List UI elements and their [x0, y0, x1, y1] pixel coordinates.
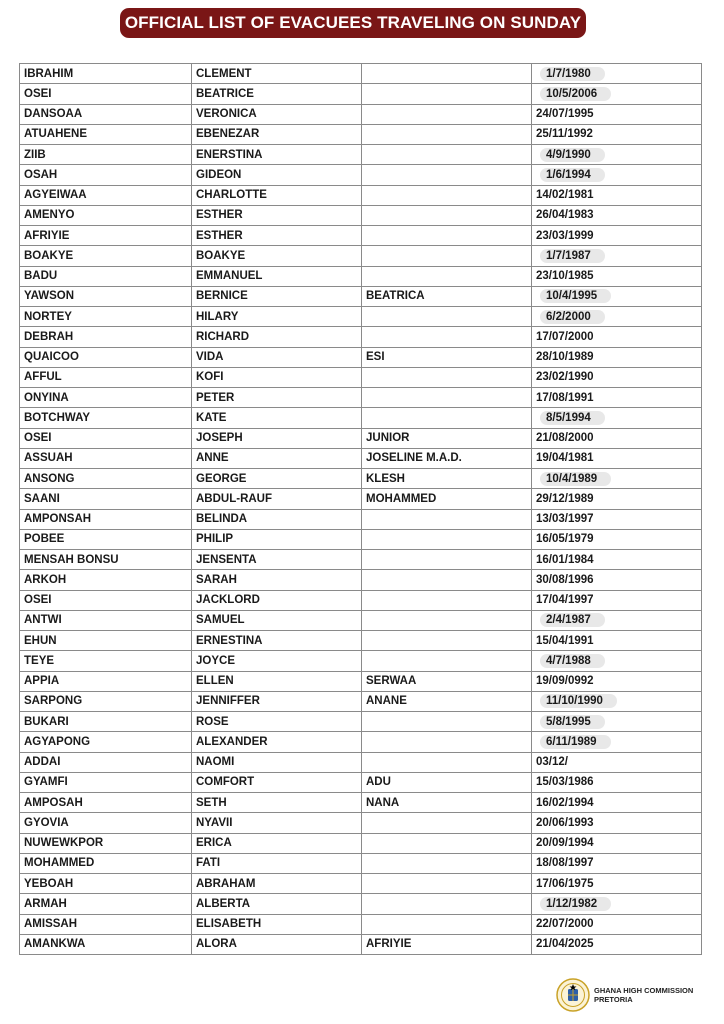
footer-line-2: PRETORIA — [594, 995, 633, 1004]
surname-cell: DEBRAH — [20, 327, 192, 347]
dob-value: 2/4/1987 — [540, 613, 605, 627]
first-name-cell: GIDEON — [192, 165, 362, 185]
other-name-cell — [362, 570, 532, 590]
table-row — [20, 570, 702, 590]
other-name-cell — [362, 307, 532, 327]
other-name-cell — [362, 833, 532, 853]
other-name-cell: JUNIOR — [362, 428, 532, 448]
footer-logo — [556, 978, 693, 1012]
other-name-cell — [362, 813, 532, 833]
other-name-cell — [362, 914, 532, 934]
surname-cell: OSEI — [20, 590, 192, 610]
other-name-cell — [362, 853, 532, 873]
table-row — [20, 388, 702, 408]
first-name-cell: SETH — [192, 793, 362, 813]
first-name-cell: KATE — [192, 408, 362, 428]
surname-cell: SARPONG — [20, 691, 192, 711]
surname-cell: NUWEWKPOR — [20, 833, 192, 853]
table-row — [20, 327, 702, 347]
other-name-cell: JOSELINE M.A.D. — [362, 448, 532, 468]
other-name-cell — [362, 752, 532, 772]
table-row — [20, 448, 702, 468]
dob-value: 6/11/1989 — [540, 735, 611, 749]
table-row — [20, 671, 702, 691]
dob-cell — [532, 246, 702, 266]
table-row — [20, 550, 702, 570]
first-name-cell: JENSENTA — [192, 550, 362, 570]
dob-cell: 15/03/1986 — [532, 772, 702, 792]
other-name-cell — [362, 64, 532, 84]
first-name-cell: EBENEZAR — [192, 124, 362, 144]
surname-cell: OSAH — [20, 165, 192, 185]
surname-cell: APPIA — [20, 671, 192, 691]
table-row — [20, 408, 702, 428]
first-name-cell: ESTHER — [192, 205, 362, 225]
table-row — [20, 732, 702, 752]
first-name-cell: KOFI — [192, 367, 362, 387]
evacuee-table — [19, 63, 702, 955]
surname-cell: MOHAMMED — [20, 853, 192, 873]
table-row — [20, 428, 702, 448]
dob-cell: 16/01/1984 — [532, 550, 702, 570]
first-name-cell: ANNE — [192, 448, 362, 468]
dob-cell: 23/02/1990 — [532, 367, 702, 387]
dob-value: 5/8/1995 — [540, 715, 605, 729]
dob-cell: 19/09/0992 — [532, 671, 702, 691]
dob-value: 4/9/1990 — [540, 148, 605, 162]
other-name-cell — [362, 874, 532, 894]
dob-value: 10/5/2006 — [540, 87, 611, 101]
dob-cell: 17/07/2000 — [532, 327, 702, 347]
table-row — [20, 347, 702, 367]
dob-cell: 25/11/1992 — [532, 124, 702, 144]
first-name-cell: JACKLORD — [192, 590, 362, 610]
footer-text — [594, 986, 693, 1004]
first-name-cell: NYAVII — [192, 813, 362, 833]
other-name-cell — [362, 550, 532, 570]
first-name-cell: ERICA — [192, 833, 362, 853]
surname-cell: IBRAHIM — [20, 64, 192, 84]
first-name-cell: GEORGE — [192, 469, 362, 489]
first-name-cell: ALBERTA — [192, 894, 362, 914]
dob-cell: 28/10/1989 — [532, 347, 702, 367]
coat-of-arms-icon — [556, 978, 590, 1012]
first-name-cell: VERONICA — [192, 104, 362, 124]
table-row — [20, 226, 702, 246]
surname-cell: AFFUL — [20, 367, 192, 387]
surname-cell: YAWSON — [20, 286, 192, 306]
dob-cell — [532, 691, 702, 711]
surname-cell: BOAKYE — [20, 246, 192, 266]
table-row — [20, 469, 702, 489]
surname-cell: MENSAH BONSU — [20, 550, 192, 570]
dob-value: 8/5/1994 — [540, 411, 605, 425]
dob-cell: 24/07/1995 — [532, 104, 702, 124]
other-name-cell: NANA — [362, 793, 532, 813]
page-title: OFFICIAL LIST OF EVACUEES TRAVELING ON SUNDAY — [120, 8, 586, 38]
dob-cell — [532, 610, 702, 630]
other-name-cell — [362, 894, 532, 914]
surname-cell: DANSOAA — [20, 104, 192, 124]
other-name-cell — [362, 104, 532, 124]
other-name-cell — [362, 226, 532, 246]
surname-cell: ZIIB — [20, 145, 192, 165]
dob-cell: 20/06/1993 — [532, 813, 702, 833]
table-row — [20, 813, 702, 833]
table-row — [20, 691, 702, 711]
table-row — [20, 104, 702, 124]
surname-cell: ATUAHENE — [20, 124, 192, 144]
other-name-cell — [362, 732, 532, 752]
other-name-cell — [362, 712, 532, 732]
dob-cell: 17/04/1997 — [532, 590, 702, 610]
surname-cell: ANTWI — [20, 610, 192, 630]
table-row — [20, 367, 702, 387]
first-name-cell: ELISABETH — [192, 914, 362, 934]
first-name-cell: PHILIP — [192, 529, 362, 549]
dob-cell: 03/12/ — [532, 752, 702, 772]
table-row — [20, 590, 702, 610]
other-name-cell: ESI — [362, 347, 532, 367]
table-row — [20, 914, 702, 934]
first-name-cell: NAOMI — [192, 752, 362, 772]
table-row — [20, 934, 702, 954]
dob-cell — [532, 307, 702, 327]
dob-cell: 16/02/1994 — [532, 793, 702, 813]
dob-cell — [532, 408, 702, 428]
surname-cell: AMISSAH — [20, 914, 192, 934]
dob-value: 1/7/1980 — [540, 67, 605, 81]
dob-cell: 18/08/1997 — [532, 853, 702, 873]
surname-cell: NORTEY — [20, 307, 192, 327]
other-name-cell — [362, 367, 532, 387]
dob-cell: 21/04/2025 — [532, 934, 702, 954]
surname-cell: AMPOSAH — [20, 793, 192, 813]
dob-cell: 19/04/1981 — [532, 448, 702, 468]
surname-cell: TEYE — [20, 651, 192, 671]
table-row — [20, 165, 702, 185]
first-name-cell: ELLEN — [192, 671, 362, 691]
other-name-cell — [362, 327, 532, 347]
first-name-cell: EMMANUEL — [192, 266, 362, 286]
dob-cell — [532, 84, 702, 104]
table-row — [20, 489, 702, 509]
table-row — [20, 185, 702, 205]
dob-cell: 22/07/2000 — [532, 914, 702, 934]
other-name-cell — [362, 529, 532, 549]
surname-cell: EHUN — [20, 631, 192, 651]
surname-cell: BADU — [20, 266, 192, 286]
surname-cell: AGYEIWAA — [20, 185, 192, 205]
first-name-cell: ENERSTINA — [192, 145, 362, 165]
table-row — [20, 84, 702, 104]
other-name-cell: KLESH — [362, 469, 532, 489]
table-row — [20, 205, 702, 225]
first-name-cell: CLEMENT — [192, 64, 362, 84]
dob-cell: 14/02/1981 — [532, 185, 702, 205]
dob-cell: 17/06/1975 — [532, 874, 702, 894]
other-name-cell — [362, 266, 532, 286]
table-row — [20, 772, 702, 792]
dob-cell: 17/08/1991 — [532, 388, 702, 408]
other-name-cell: AFRIYIE — [362, 934, 532, 954]
first-name-cell: BOAKYE — [192, 246, 362, 266]
surname-cell: AFRIYIE — [20, 226, 192, 246]
other-name-cell — [362, 610, 532, 630]
table-row — [20, 509, 702, 529]
first-name-cell: ESTHER — [192, 226, 362, 246]
dob-value: 1/7/1987 — [540, 249, 605, 263]
first-name-cell: BEATRICE — [192, 84, 362, 104]
dob-cell: 13/03/1997 — [532, 509, 702, 529]
table-row — [20, 246, 702, 266]
surname-cell: OSEI — [20, 84, 192, 104]
table-row — [20, 286, 702, 306]
surname-cell: BUKARI — [20, 712, 192, 732]
first-name-cell: JOSEPH — [192, 428, 362, 448]
dob-value: 10/4/1995 — [540, 289, 611, 303]
other-name-cell — [362, 145, 532, 165]
dob-cell: 20/09/1994 — [532, 833, 702, 853]
other-name-cell — [362, 124, 532, 144]
dob-value: 4/7/1988 — [540, 654, 605, 668]
first-name-cell: ERNESTINA — [192, 631, 362, 651]
first-name-cell: SARAH — [192, 570, 362, 590]
dob-cell: 16/05/1979 — [532, 529, 702, 549]
first-name-cell: FATI — [192, 853, 362, 873]
first-name-cell: ALORA — [192, 934, 362, 954]
footer-line-1: GHANA HIGH COMMISSION — [594, 986, 694, 995]
other-name-cell: ADU — [362, 772, 532, 792]
dob-value: 11/10/1990 — [540, 694, 617, 708]
dob-cell: 15/04/1991 — [532, 631, 702, 651]
dob-cell — [532, 732, 702, 752]
surname-cell: GYOVIA — [20, 813, 192, 833]
surname-cell: AMANKWA — [20, 934, 192, 954]
dob-cell: 21/08/2000 — [532, 428, 702, 448]
surname-cell: ARKOH — [20, 570, 192, 590]
first-name-cell: PETER — [192, 388, 362, 408]
dob-cell — [532, 165, 702, 185]
dob-value: 1/12/1982 — [540, 897, 611, 911]
table-row — [20, 651, 702, 671]
table-row — [20, 529, 702, 549]
first-name-cell: RICHARD — [192, 327, 362, 347]
other-name-cell — [362, 246, 532, 266]
surname-cell: AGYAPONG — [20, 732, 192, 752]
dob-cell — [532, 64, 702, 84]
other-name-cell — [362, 84, 532, 104]
other-name-cell — [362, 509, 532, 529]
dob-value: 1/6/1994 — [540, 168, 605, 182]
surname-cell: ONYINA — [20, 388, 192, 408]
other-name-cell — [362, 631, 532, 651]
other-name-cell — [362, 185, 532, 205]
dob-value: 10/4/1989 — [540, 472, 611, 486]
table-row — [20, 307, 702, 327]
surname-cell: SAANI — [20, 489, 192, 509]
other-name-cell — [362, 408, 532, 428]
first-name-cell: ABRAHAM — [192, 874, 362, 894]
table-row — [20, 712, 702, 732]
surname-cell: OSEI — [20, 428, 192, 448]
dob-cell — [532, 894, 702, 914]
dob-cell — [532, 712, 702, 732]
dob-cell — [532, 651, 702, 671]
first-name-cell: ALEXANDER — [192, 732, 362, 752]
first-name-cell: CHARLOTTE — [192, 185, 362, 205]
other-name-cell: ANANE — [362, 691, 532, 711]
dob-cell — [532, 469, 702, 489]
first-name-cell: ROSE — [192, 712, 362, 732]
table-row — [20, 145, 702, 165]
table-row — [20, 64, 702, 84]
first-name-cell: HILARY — [192, 307, 362, 327]
first-name-cell: JENNIFFER — [192, 691, 362, 711]
surname-cell: ANSONG — [20, 469, 192, 489]
surname-cell: ADDAI — [20, 752, 192, 772]
other-name-cell: SERWAA — [362, 671, 532, 691]
dob-cell: 23/03/1999 — [532, 226, 702, 246]
first-name-cell: COMFORT — [192, 772, 362, 792]
table-row — [20, 266, 702, 286]
surname-cell: AMENYO — [20, 205, 192, 225]
surname-cell: POBEE — [20, 529, 192, 549]
surname-cell: AMPONSAH — [20, 509, 192, 529]
first-name-cell: BERNICE — [192, 286, 362, 306]
other-name-cell — [362, 651, 532, 671]
dob-cell: 26/04/1983 — [532, 205, 702, 225]
other-name-cell — [362, 165, 532, 185]
dob-cell: 29/12/1989 — [532, 489, 702, 509]
table-row — [20, 752, 702, 772]
first-name-cell: VIDA — [192, 347, 362, 367]
dob-value: 6/2/2000 — [540, 310, 605, 324]
first-name-cell: BELINDA — [192, 509, 362, 529]
surname-cell: ASSUAH — [20, 448, 192, 468]
other-name-cell — [362, 388, 532, 408]
table-row — [20, 894, 702, 914]
table-row — [20, 793, 702, 813]
table-row — [20, 874, 702, 894]
other-name-cell — [362, 205, 532, 225]
table-row — [20, 853, 702, 873]
surname-cell: ARMAH — [20, 894, 192, 914]
first-name-cell: SAMUEL — [192, 610, 362, 630]
first-name-cell: JOYCE — [192, 651, 362, 671]
surname-cell: QUAICOO — [20, 347, 192, 367]
table-row — [20, 833, 702, 853]
surname-cell: GYAMFI — [20, 772, 192, 792]
other-name-cell: BEATRICA — [362, 286, 532, 306]
surname-cell: BOTCHWAY — [20, 408, 192, 428]
other-name-cell — [362, 590, 532, 610]
dob-cell: 30/08/1996 — [532, 570, 702, 590]
other-name-cell: MOHAMMED — [362, 489, 532, 509]
dob-cell — [532, 145, 702, 165]
table-row — [20, 124, 702, 144]
dob-cell: 23/10/1985 — [532, 266, 702, 286]
dob-cell — [532, 286, 702, 306]
first-name-cell: ABDUL-RAUF — [192, 489, 362, 509]
surname-cell: YEBOAH — [20, 874, 192, 894]
table-row — [20, 610, 702, 630]
table-row — [20, 631, 702, 651]
